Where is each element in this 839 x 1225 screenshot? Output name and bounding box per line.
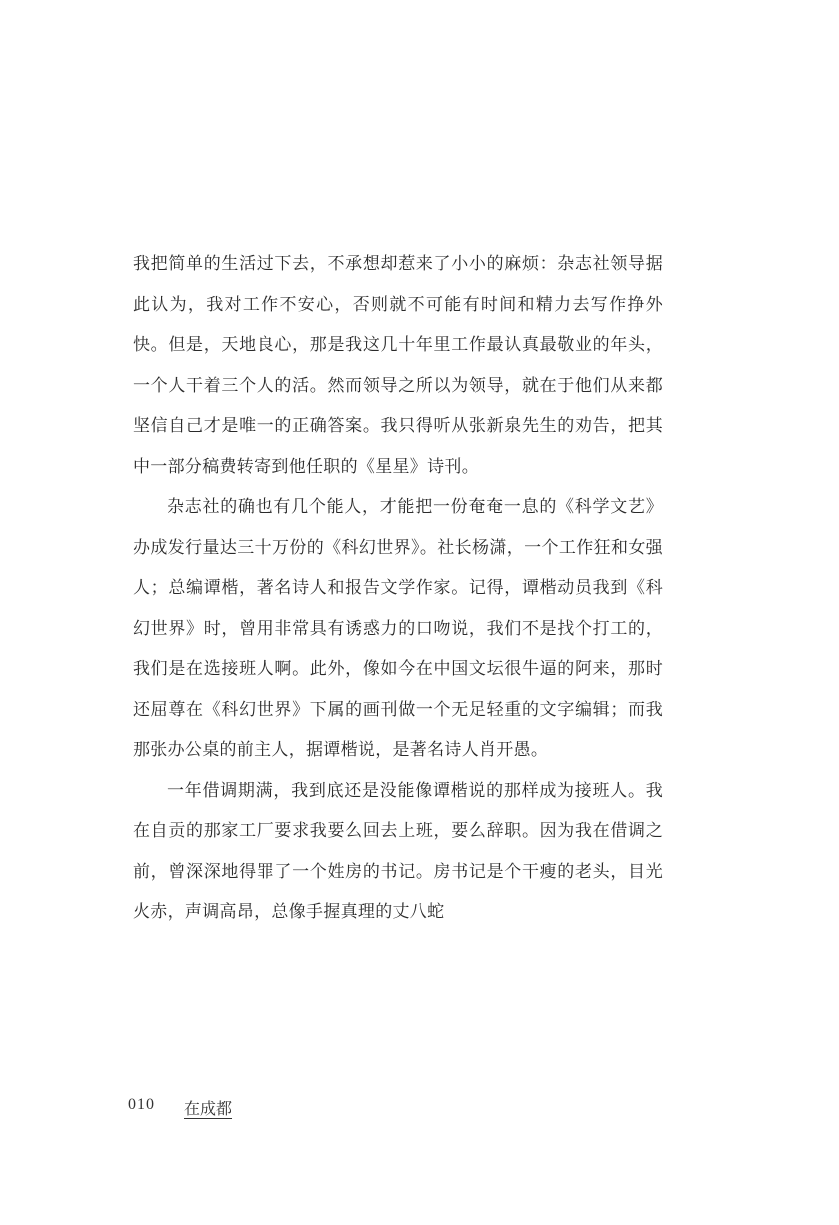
paragraph-3: 一年借调期满，我到底还是没能像谭楷说的那样成为接班人。我在自贡的那家工厂要求我要么回去上班，要么辞职。因为我在借调之前，曾深深地得罪了一个姓房的书记。房书记是个干瘦的老头，目光火赤，声调高昂，总像手握真理的丈八蛇 xyxy=(133,780,663,922)
paragraph-2: 杂志社的确也有几个能人，才能把一份奄奄一息的《科学文艺》办成发行量达三十万份的《科幻世界》。社长杨潇，一个工作狂和女强人；总编谭楷，著名诗人和报告文学作家。记得，谭楷动员我到《科幻世界》时，曾用非常具有诱惑力的口吻说，我们不是找个打工的，我们是在选接班人啊。此外，像如今在中国文坛很牛逼的阿来，那时还屈尊在《科幻世界》下属的画刊做一个无足轻重的文字编辑；而我那张办公桌的前主人，据谭楷说，是著名诗人肖开愚。 xyxy=(133,497,663,760)
book-title: 在成都 xyxy=(184,1099,233,1118)
page-number: 010 xyxy=(128,1096,155,1113)
paragraph-1: 我把简单的生活过下去，不承想却惹来了小小的麻烦：杂志社领导据此认为，我对工作不安心，否则就不可能有时间和精力去写作挣外快。但是，天地良心，那是我这几十年里工作最认真最敬业的年头，一个人干着三个人的活。然而领导之所以为领导，就在于他们从来都坚信自己才是唯一的正确答案。我只得听从张新泉先生的劝告，把其中一部分稿费转寄到他任职的《星星》诗刊。 xyxy=(133,254,663,477)
body-text xyxy=(133,244,663,933)
